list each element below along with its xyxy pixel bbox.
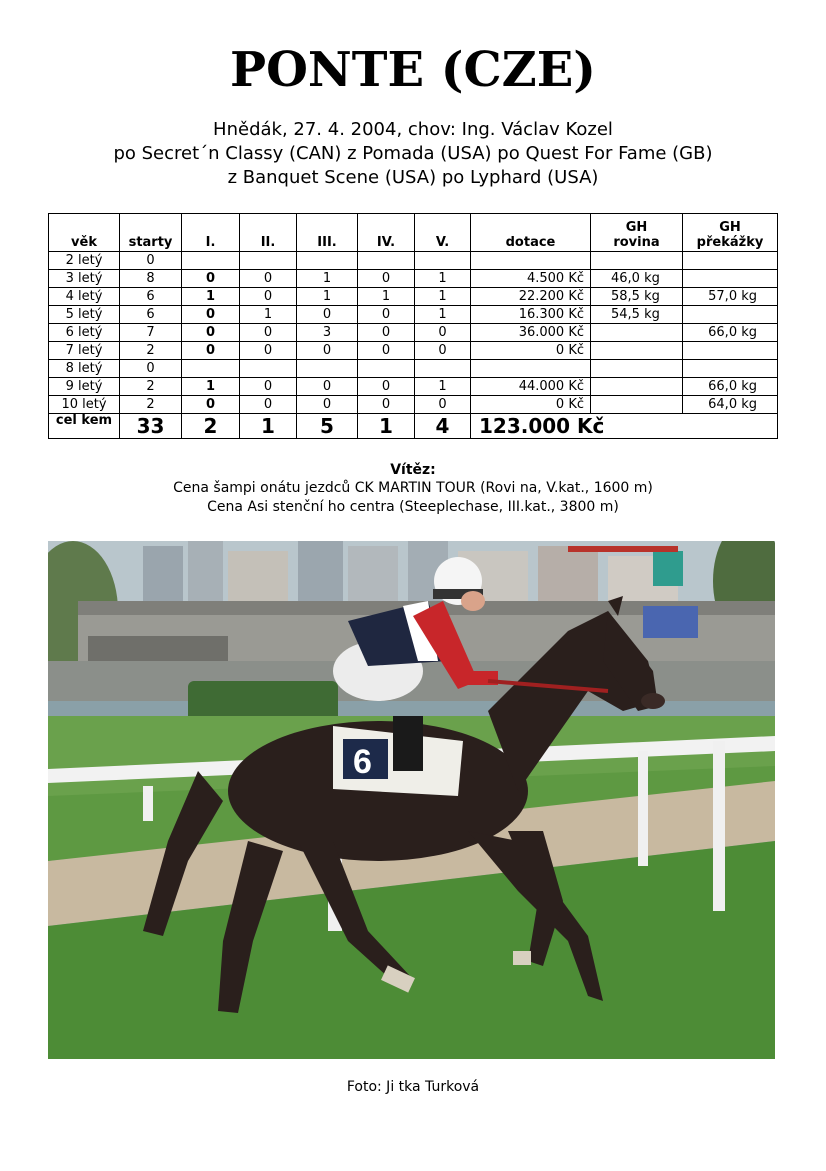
header-gh-hurdle-top: GH — [719, 220, 741, 235]
cell-first: 0 — [182, 396, 240, 414]
cell-starts: 2 — [120, 342, 182, 360]
header-gh-flat-bottom: rovina — [613, 235, 660, 250]
total-third: 5 — [297, 414, 358, 439]
cell-second: 0 — [240, 378, 297, 396]
cell-fifth: 1 — [415, 270, 471, 288]
header-gh-hurdle — [683, 214, 778, 252]
table-row — [49, 342, 778, 360]
horse-details — [0, 118, 826, 190]
cell-gh-hurdle: 66,0 kg — [683, 324, 778, 342]
cell-gh-hurdle: 66,0 kg — [683, 378, 778, 396]
cell-first: 0 — [182, 306, 240, 324]
cell-gh-hurdle — [683, 270, 778, 288]
winner-race-2: Cena Asi stenční ho centra (Steeplechase, III.kat., 3800 m) — [207, 499, 619, 515]
cell-gh-flat: 54,5 kg — [591, 306, 683, 324]
winner-section — [0, 461, 826, 517]
saddle-number: 6 — [353, 743, 372, 781]
header-fourth: IV. — [358, 214, 415, 252]
cell-gh-hurdle — [683, 306, 778, 324]
cell-age: 8 letý — [49, 360, 120, 378]
table-row — [49, 288, 778, 306]
cell-second: 1 — [240, 306, 297, 324]
cell-first: 0 — [182, 324, 240, 342]
cell-gh-flat — [591, 360, 683, 378]
cell-first — [182, 252, 240, 270]
photo-caption: Foto: Ji tka Turková — [346, 1079, 480, 1095]
total-fourth: 1 — [358, 414, 415, 439]
cell-age: 4 letý — [49, 288, 120, 306]
cell-third: 0 — [297, 342, 358, 360]
total-label: cel kem — [49, 414, 120, 439]
cell-gh-hurdle — [683, 360, 778, 378]
cell-second: 0 — [240, 324, 297, 342]
cell-starts: 0 — [120, 360, 182, 378]
header-money: dotace — [471, 214, 591, 252]
cell-money: 0 Kč — [471, 342, 591, 360]
cell-second: 0 — [240, 288, 297, 306]
cell-money: 44.000 Kč — [471, 378, 591, 396]
total-fifth: 4 — [415, 414, 471, 439]
cell-money: 22.200 Kč — [471, 288, 591, 306]
pedigree-line-2: z Banquet Scene (USA) po Lyphard (USA) — [227, 167, 599, 188]
table-row — [49, 270, 778, 288]
cell-fourth — [358, 360, 415, 378]
cell-starts: 8 — [120, 270, 182, 288]
header-gh-hurdle-bottom: překážky — [696, 235, 764, 250]
table-total-row — [49, 414, 778, 439]
table-row — [49, 360, 778, 378]
cell-second: 0 — [240, 396, 297, 414]
cell-money: 4.500 Kč — [471, 270, 591, 288]
cell-starts: 7 — [120, 324, 182, 342]
cell-starts: 6 — [120, 288, 182, 306]
table-row — [49, 306, 778, 324]
table-row — [49, 378, 778, 396]
cell-third: 0 — [297, 378, 358, 396]
cell-third — [297, 360, 358, 378]
header-fifth: V. — [415, 214, 471, 252]
cell-second — [240, 252, 297, 270]
cell-second: 0 — [240, 270, 297, 288]
cell-gh-flat — [591, 342, 683, 360]
cell-first: 1 — [182, 288, 240, 306]
cell-age: 7 letý — [49, 342, 120, 360]
cell-money: 36.000 Kč — [471, 324, 591, 342]
cell-third: 1 — [297, 288, 358, 306]
cell-third: 1 — [297, 270, 358, 288]
cell-gh-hurdle: 64,0 kg — [683, 396, 778, 414]
cell-fifth: 1 — [415, 288, 471, 306]
cell-fifth — [415, 252, 471, 270]
total-first: 2 — [182, 414, 240, 439]
cell-money — [471, 252, 591, 270]
table-row — [49, 324, 778, 342]
total-money: 123.000 Kč — [471, 414, 778, 439]
winner-race-1: Cena šampi onátu jezdců CK MARTIN TOUR (Rovi na, V.kat., 1600 m) — [173, 480, 653, 496]
cell-age: 6 letý — [49, 324, 120, 342]
cell-gh-flat — [591, 252, 683, 270]
header-gh-flat — [591, 214, 683, 252]
cell-fifth: 1 — [415, 378, 471, 396]
cell-fifth: 0 — [415, 342, 471, 360]
header-age: věk — [49, 214, 120, 252]
cell-money: 0 Kč — [471, 396, 591, 414]
cell-fourth: 1 — [358, 288, 415, 306]
cell-gh-hurdle — [683, 252, 778, 270]
cell-first: 0 — [182, 270, 240, 288]
cell-gh-hurdle: 57,0 kg — [683, 288, 778, 306]
cell-age: 9 letý — [49, 378, 120, 396]
cell-first: 0 — [182, 342, 240, 360]
cell-fifth: 0 — [415, 324, 471, 342]
cell-fourth — [358, 252, 415, 270]
table-row — [49, 252, 778, 270]
cell-third — [297, 252, 358, 270]
cell-fifth — [415, 360, 471, 378]
cell-fifth: 1 — [415, 306, 471, 324]
header-first: I. — [182, 214, 240, 252]
header-starts: starty — [120, 214, 182, 252]
cell-fourth: 0 — [358, 342, 415, 360]
page-title: PONTE (CZE) — [229, 42, 597, 98]
table-header-row — [49, 214, 778, 252]
total-starts: 33 — [120, 414, 182, 439]
horse-info-line: Hnědák, 27. 4. 2004, chov: Ing. Václav Kozel — [213, 119, 613, 140]
cell-fifth: 0 — [415, 396, 471, 414]
cell-money — [471, 360, 591, 378]
cell-money: 16.300 Kč — [471, 306, 591, 324]
cell-fourth: 0 — [358, 396, 415, 414]
cell-third: 3 — [297, 324, 358, 342]
table-row — [49, 396, 778, 414]
header-second: II. — [240, 214, 297, 252]
cell-second — [240, 360, 297, 378]
cell-age: 10 letý — [49, 396, 120, 414]
cell-gh-flat — [591, 378, 683, 396]
cell-gh-flat: 46,0 kg — [591, 270, 683, 288]
cell-gh-hurdle — [683, 342, 778, 360]
cell-gh-flat — [591, 396, 683, 414]
cell-gh-flat — [591, 324, 683, 342]
header-gh-flat-top: GH — [625, 220, 648, 235]
cell-age: 3 letý — [49, 270, 120, 288]
race-record-table — [48, 213, 778, 439]
cell-third: 0 — [297, 306, 358, 324]
cell-starts: 6 — [120, 306, 182, 324]
cell-starts: 2 — [120, 378, 182, 396]
horse-photo — [48, 541, 775, 1059]
cell-gh-flat: 58,5 kg — [591, 288, 683, 306]
pedigree-line: po Secret´n Classy (CAN) z Pomada (USA) po Quest For Fame (GB) — [113, 143, 713, 164]
cell-first: 1 — [182, 378, 240, 396]
total-second: 1 — [240, 414, 297, 439]
cell-third: 0 — [297, 396, 358, 414]
header-third: III. — [297, 214, 358, 252]
cell-fourth: 0 — [358, 378, 415, 396]
cell-age: 2 letý — [49, 252, 120, 270]
cell-age: 5 letý — [49, 306, 120, 324]
cell-fourth: 0 — [358, 306, 415, 324]
cell-fourth: 0 — [358, 324, 415, 342]
cell-first — [182, 360, 240, 378]
winner-heading: Vítěz: — [390, 462, 436, 478]
cell-starts: 0 — [120, 252, 182, 270]
cell-fourth: 0 — [358, 270, 415, 288]
cell-starts: 2 — [120, 396, 182, 414]
cell-second: 0 — [240, 342, 297, 360]
